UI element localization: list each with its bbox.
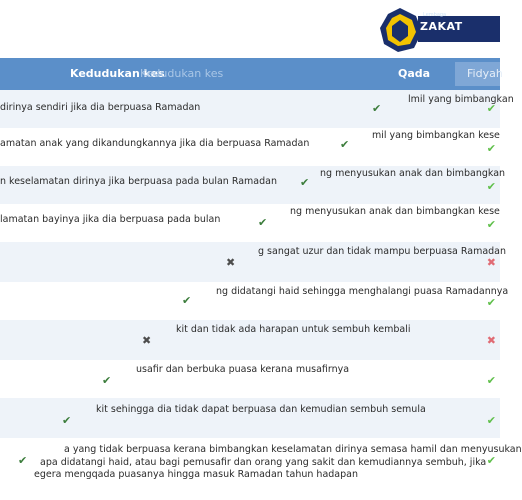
check-icon: ✔: [486, 102, 496, 115]
check-icon: ✔: [486, 296, 496, 309]
row-text-right: lmil yang bimbangkan: [408, 94, 514, 105]
header-col-case-ghost: Kedudukan kes: [140, 67, 224, 80]
zakat-logo: [378, 6, 500, 56]
check-icon: ✔: [18, 454, 28, 467]
table-row: [0, 360, 500, 398]
check-icon: ✔: [486, 218, 496, 231]
row-text-right: g sangat uzur dan tidak mampu berpuasa Ramadan: [258, 246, 507, 257]
final-row-line-3: egera mengqada puasanya hingga masuk Ramadan tahun hadapan: [34, 469, 358, 480]
cross-icon: ✖: [226, 256, 236, 269]
table-row: [0, 166, 506, 204]
table-row: [0, 242, 507, 282]
check-icon: ✔: [486, 454, 496, 467]
brand-name: ZAKAT: [420, 20, 463, 33]
row-text-left: n keselamatan dirinya jika berpuasa pada bulan Ramadan: [0, 176, 278, 187]
check-icon: ✔: [486, 180, 496, 193]
cross-icon: ✖: [486, 256, 496, 269]
check-icon: ✔: [486, 142, 496, 155]
row-text-right: kit dan tidak ada harapan untuk sembuh kembali: [176, 324, 411, 335]
final-row-line-1: a yang tidak berpuasa kerana bimbangkan keselamatan dirinya semasa hamil dan menyusukan: [64, 444, 522, 455]
table-row: [0, 282, 509, 320]
final-row-line-2: apa didatangi haid, atau bagi pemusafir dan orang yang sakit dan kemudiannya sembuh, jika: [40, 457, 487, 468]
check-icon: ✔: [102, 374, 112, 387]
header-col-qada: Qada: [398, 67, 431, 80]
header-col-fidyah-label: Fidyah: [467, 67, 503, 80]
table-row-final: [0, 438, 522, 500]
row-text-left: lamatan bayinya jika dia berpuasa pada bulan: [0, 214, 221, 225]
table-row: [0, 398, 500, 438]
check-icon: ✔: [182, 294, 192, 307]
row-text-right: kit sehingga dia tidak dapat berpuasa dan kemudian sembuh semula: [96, 404, 426, 415]
row-text-right: ng menyusukan anak dan bimbangkan kese: [290, 206, 500, 217]
table-row: [0, 204, 500, 242]
table-row: [0, 128, 500, 166]
check-icon: ✔: [486, 374, 496, 387]
check-icon: ✔: [486, 414, 496, 427]
row-text-left: amatan anak yang dikandungkannya jika dia berpuasa Ramadan: [0, 138, 310, 149]
row-text-right: usafir dan berbuka puasa kerana musafirnya: [136, 364, 350, 375]
cross-icon: ✖: [486, 334, 496, 347]
check-icon: ✔: [340, 138, 350, 151]
row-text-right: mil yang bimbangkan kese: [372, 130, 500, 141]
check-icon: ✔: [300, 176, 310, 189]
header-col-case: Kedudukan kes: [70, 67, 165, 80]
check-icon: ✔: [258, 216, 268, 229]
row-text-right: ng didatangi haid sehingga menghalangi puasa Ramadannya: [216, 286, 509, 297]
check-icon: ✔: [372, 102, 382, 115]
header-col-fidyah: [455, 62, 503, 86]
cross-icon: ✖: [142, 334, 152, 347]
check-icon: ✔: [62, 414, 72, 427]
row-text-left: dirinya sendiri jika dia berpuasa Ramadan: [0, 102, 201, 113]
brand-subtitle: Lembaga: [423, 12, 447, 18]
table-row: [0, 90, 514, 128]
table-header: [0, 58, 503, 90]
row-text-right: ng menyusukan anak dan bimbangkan: [320, 168, 506, 179]
table-row: [0, 320, 500, 360]
